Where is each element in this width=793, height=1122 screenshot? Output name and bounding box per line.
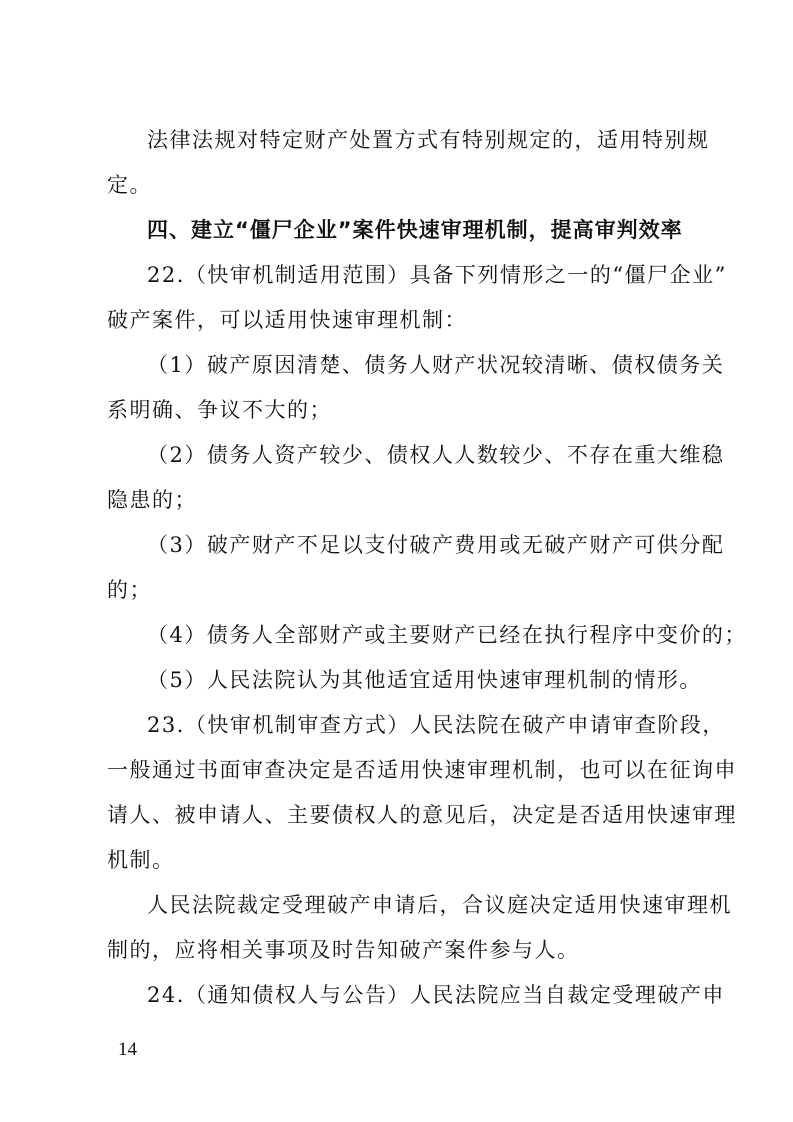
text-line: 23.（快审机制审查方式）人民法院在破产申请审查阶段， (147, 713, 725, 737)
text-line: （1）破产原因清楚、债务人财产状况较清晰、债权债务关 (147, 353, 725, 377)
text-line: 法律法规对特定财产处置方式有特别规定的，适用特别规 (147, 128, 710, 152)
text-line: 24.（通知债权人与公告）人民法院应当自裁定受理破产申 (147, 983, 725, 1007)
text-line: 一般通过书面审查决定是否适用快速审理机制，也可以在征询申 (107, 758, 737, 782)
page-number: 14 (118, 1039, 137, 1060)
text-line: （5）人民法院认为其他适宜适用快速审理机制的情形。 (147, 668, 702, 692)
text-line: 破产案件，可以适用快速审理机制： (107, 308, 467, 332)
text-line: 22.（快审机制适用范围）具备下列情形之一的“僵尸企业” (147, 263, 727, 287)
text-line: 定。 (107, 173, 152, 197)
text-line: 的； (107, 578, 152, 602)
text-line: （3）破产财产不足以支付破产费用或无破产财产可供分配 (147, 533, 725, 557)
section-heading: 四、建立“僵尸企业”案件快速审理机制，提高审判效率 (147, 218, 683, 242)
text-line: 隐患的； (107, 488, 197, 512)
text-line: 请人、被申请人、主要债权人的意见后，决定是否适用快速审理 (107, 803, 737, 827)
text-line: 系明确、争议不大的； (107, 398, 332, 422)
text-line: 机制。 (107, 848, 175, 872)
text-line: 制的，应将相关事项及时告知破产案件参与人。 (107, 938, 580, 962)
text-line: 人民法院裁定受理破产申请后，合议庭决定适用快速审理机 (147, 893, 732, 917)
text-line: （2）债务人资产较少、债权人人数较少、不存在重大维稳 (147, 443, 725, 467)
text-line: （4）债务人全部财产或主要财产已经在执行程序中变价的； (147, 623, 747, 647)
